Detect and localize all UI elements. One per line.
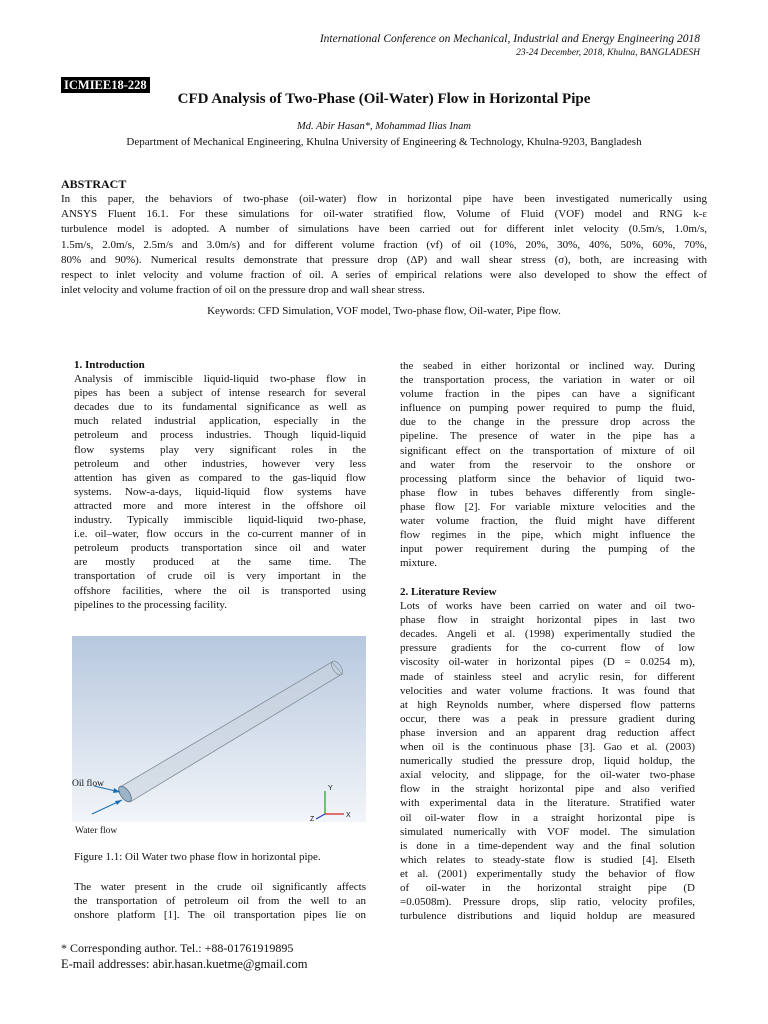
lit-line: is done in a time-dependent way and the final solution bbox=[400, 839, 695, 852]
lit-line: flow in the straight horizontal pipe and also verified bbox=[400, 783, 695, 796]
abstract-line: In this paper, the behaviors of two-phase (oil-water) flow in horizontal pipe have been investigated numerically using bbox=[61, 193, 707, 205]
intro-line: systems. Now-a-days, liquid-liquid flow systems have bbox=[74, 485, 366, 498]
left-bottom-paragraph bbox=[74, 880, 366, 922]
intro-line: petroleum and process industries. Though liquid-liquid bbox=[74, 429, 366, 442]
intro-line: attracted more and more interest in the offshore oil bbox=[74, 499, 366, 512]
abstract-line: turbulence model is adopted. A number of simulations have been carried out for different inlet velocity (0.5m/s, 1.0m/s, bbox=[61, 223, 707, 236]
lit-line: axial velocity, and slippage, for the oil-water two-phase bbox=[400, 769, 695, 782]
right-intro-line: mixture. bbox=[400, 557, 437, 570]
intro-line: attention has given as compared to the gas-liquid flow bbox=[74, 471, 366, 484]
conference-name: International Conference on Mechanical, Industrial and Energy Engineering 2018 bbox=[319, 33, 700, 45]
paper-title: CFD Analysis of Two-Phase (Oil-Water) Flow in Horizontal Pipe bbox=[177, 91, 591, 107]
right-intro-line: the transportation process, the variation in water or oil bbox=[400, 374, 695, 387]
right-intro-line: pipeline. The presence of water in the pipe has a bbox=[400, 430, 695, 443]
lit-line: et al. (2001) experimentally study the behavior of flow bbox=[400, 867, 695, 880]
abstract-line: 80% and 90%). Numerical results demonstrate that pressure drop (ΔP) and wall shear stress (σ), both, are increasing with bbox=[61, 253, 707, 266]
left-bottom-line: the transportation of petroleum oil from the well to an bbox=[74, 895, 366, 908]
lit-line: when oil is the continuous phase [3]. Gao et al. (2003) bbox=[400, 741, 695, 754]
lit-line: decades. Angeli et al. (1998) experimentally studied the bbox=[400, 628, 695, 641]
literature-heading: 2. Literature Review bbox=[400, 586, 497, 598]
lit-line: turbulence distributions and liquid holdup are measured bbox=[400, 910, 695, 923]
lit-line: simulated numerically with VOF model. The simulation bbox=[400, 825, 695, 838]
x-axis-label: X bbox=[346, 812, 351, 819]
right-intro-line: due to the change in the pressure drop across the bbox=[400, 416, 695, 429]
right-intro-line: input power requirement during the pumping of the bbox=[400, 543, 695, 556]
lit-line: occur, there was a peak in pressure gradient during bbox=[400, 712, 695, 725]
pipe-flow-figure bbox=[72, 636, 366, 822]
lit-line: velocities and water volume fractions. It was found that bbox=[400, 684, 695, 697]
pipe-flow-diagram bbox=[72, 636, 366, 822]
right-intro-line: influence on pumping power required to pump the fluid, bbox=[400, 402, 695, 415]
intro-line: pipes has been a subject of intense research for several bbox=[74, 387, 366, 400]
intro-line: i.e. oil–water, flow occurs in the co-current manner of in bbox=[74, 528, 366, 541]
lit-line: oil oil-water flow in a straight horizontal pipe is bbox=[400, 811, 695, 824]
intro-line: decades due to its fundamental significance as well as bbox=[74, 401, 366, 414]
introduction-heading: 1. Introduction bbox=[74, 359, 145, 371]
lit-line: numerically studied the pressure drop, liquid holdup, the bbox=[400, 755, 695, 768]
literature-section bbox=[400, 585, 695, 923]
lit-line: phase flow in straight horizontal pipes in last two bbox=[400, 614, 695, 627]
left-bottom-line: The water present in the crude oil significantly affects bbox=[74, 881, 366, 893]
abstract-line: inlet velocity and volume fraction of oil on the pressure drop and wall shear stress. bbox=[61, 284, 425, 297]
lit-line: pressure gradients for the co-current flow of low bbox=[400, 642, 695, 655]
introduction-section bbox=[74, 358, 366, 612]
figure-caption: Figure 1.1: Oil Water two phase flow in horizontal pipe. bbox=[74, 851, 321, 863]
intro-line: offshore facilities, where the oil is transported using bbox=[74, 584, 366, 597]
lit-line: at high Reynolds number, where dispersed flow patterns bbox=[400, 698, 695, 711]
email-address: E-mail addresses: abir.hasan.kuetme@gmail.com bbox=[61, 957, 308, 971]
abstract-line: respect to inlet velocity and volume fraction of oil. A series of empirical relations were also developed to show the effect of bbox=[61, 269, 707, 282]
y-axis-label: Y bbox=[328, 785, 333, 792]
intro-line: Analysis of immiscible liquid-liquid two-phase flow in bbox=[74, 373, 366, 386]
oil-flow-label: Oil flow bbox=[72, 779, 104, 789]
z-axis-label: Z bbox=[310, 816, 315, 822]
authors: Md. Abir Hasan*, Mohammad Ilias Inam bbox=[297, 121, 471, 132]
abstract-heading: ABSTRACT bbox=[61, 177, 127, 191]
right-intro-line: and water from the reservoir to the onshore or bbox=[400, 458, 695, 471]
right-intro-line: processing platform since the behavior of liquid two- bbox=[400, 472, 695, 485]
lit-line: of oil-water in the horizontal straight pipe (D bbox=[400, 881, 695, 894]
intro-line: transportation of crude oil is very important in the bbox=[74, 570, 366, 583]
intro-line: much related industrial application, especially in the bbox=[74, 415, 366, 428]
lit-line: viscosity oil-water in horizontal pipes (D = 0.0254 m), bbox=[400, 656, 695, 669]
paper-id-badge: ICMIEE18-228 bbox=[61, 77, 150, 93]
right-intro-line: water volume fraction, the fluid might have different bbox=[400, 515, 695, 528]
intro-line: industry. Typically immiscible liquid-liquid two-phase, bbox=[74, 514, 366, 527]
right-intro-line: phase flow [2]. For variable mixture velocities and the bbox=[400, 500, 695, 513]
intro-line: petroleum products transportation since oil and water bbox=[74, 542, 366, 555]
right-intro-line: the seabed in either horizontal or inclined way. During bbox=[400, 360, 695, 372]
left-bottom-line: onshore platform [1]. The oil transportation pipes lie on bbox=[74, 909, 366, 922]
lit-line: Lots of works have been carried on water and oil two- bbox=[400, 600, 695, 613]
lit-line: phase inversion and an apparent drag reduction affect bbox=[400, 726, 695, 739]
water-flow-label: Water flow bbox=[75, 826, 118, 836]
affiliation: Department of Mechanical Engineering, Khulna University of Engineering & Technology, Khulna-9203, Bangladesh bbox=[126, 136, 642, 148]
intro-line: are mostly produced at the same time. The bbox=[74, 556, 366, 569]
intro-line: pipelines to the processing facility. bbox=[74, 598, 227, 611]
right-intro-paragraph bbox=[400, 359, 695, 570]
corresponding-author: * Corresponding author. Tel.: +88-01761919895 bbox=[61, 941, 294, 955]
right-intro-line: phase flow in tubes behaves differently from single- bbox=[400, 486, 695, 499]
abstract-body bbox=[61, 192, 707, 298]
lit-line: =0.0508m). Pressure drops, slip ratio, velocity profiles, bbox=[400, 896, 695, 909]
conference-date-location: 23-24 December, 2018, Khulna, BANGLADESH bbox=[516, 48, 700, 58]
lit-line: made of stainless steel and acrylic resin, for different bbox=[400, 670, 695, 683]
abstract-line: 1.5m/s, 2.0m/s, 2.5m/s and 3.0m/s) and for different volume fraction (vf) of oil (10%, 20%, 30%, 40%, 50%, 60%, 70%, bbox=[61, 238, 707, 251]
abstract-line: ANSYS Fluent 16.1. For these simulations for oil-water stratified flow, Volume of Fluid (VOF) model and RNG k-ε bbox=[61, 208, 707, 221]
keywords: Keywords: CFD Simulation, VOF model, Two-phase flow, Oil-water, Pipe flow. bbox=[207, 305, 561, 317]
lit-line: with experimental data in the literature. Stratified water bbox=[400, 797, 695, 810]
right-intro-line: flow regimes in the pipe, which might influence the bbox=[400, 529, 695, 542]
intro-line: petroleum and other industries, however very less bbox=[74, 457, 366, 470]
right-intro-line: significant effect on the transportation of mixture of oil bbox=[400, 444, 695, 457]
intro-line: flow systems play very significant roles in the bbox=[74, 443, 366, 456]
right-intro-line: volume fraction in the pipes can have a significant bbox=[400, 388, 695, 401]
lit-line: which relates to steady-state flow is studied [4]. Elseth bbox=[400, 853, 695, 866]
